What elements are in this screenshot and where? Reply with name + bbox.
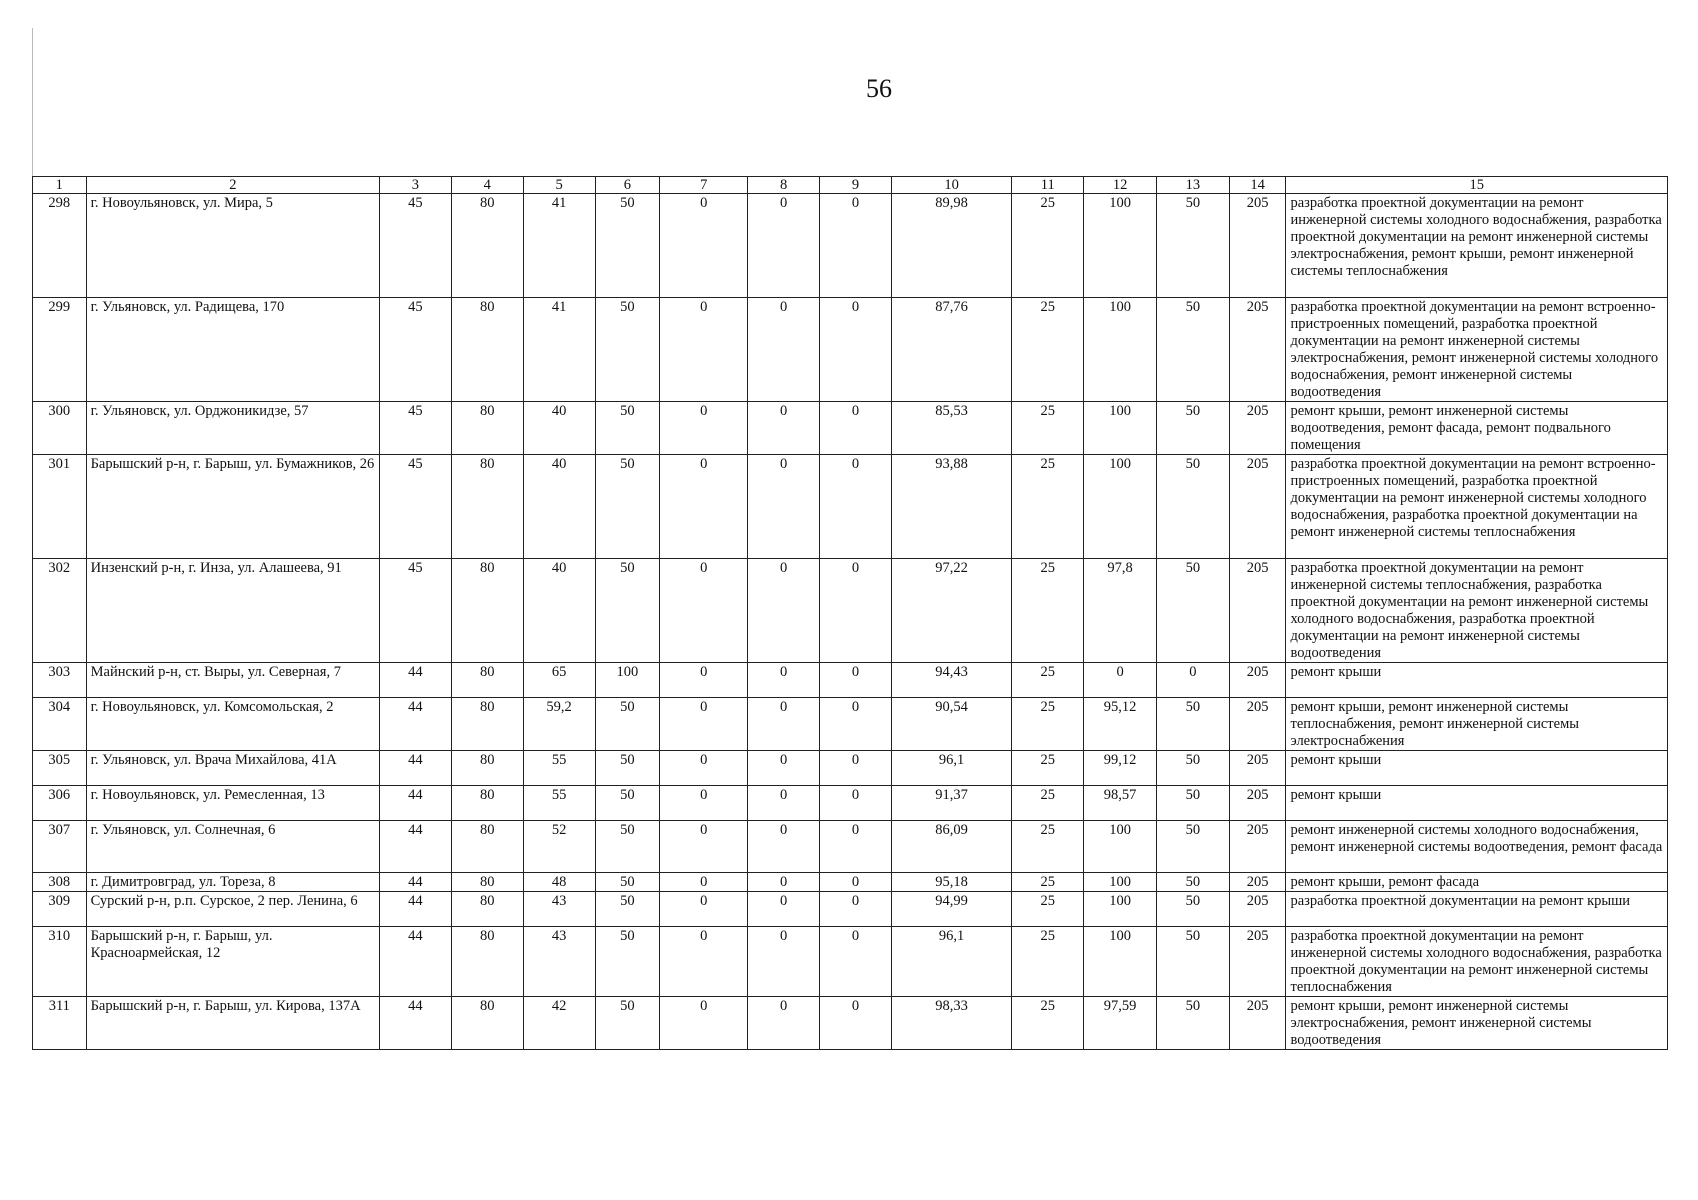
table-cell: 55 [523,786,595,821]
table-cell: 80 [451,821,523,873]
table-cell: 0 [660,194,748,298]
table-cell: 42 [523,997,595,1050]
column-header: 1 [33,177,87,194]
table-cell: 0 [748,402,820,455]
table-cell: 50 [1156,751,1229,786]
table-cell: 100 [1084,194,1157,298]
table-cell: 0 [820,873,892,892]
table-cell: 299 [33,298,87,402]
table-cell: 100 [1084,927,1157,997]
table-cell: 50 [1156,821,1229,873]
table-row [33,873,1668,892]
table-cell: 50 [1156,892,1229,927]
table-cell: 0 [748,298,820,402]
table-cell: 45 [380,402,452,455]
table-cell: 50 [1156,402,1229,455]
column-header: 15 [1286,177,1668,194]
table-cell: 44 [380,663,452,698]
table-cell: 45 [380,455,452,559]
table-cell: 44 [380,821,452,873]
page-number: 56 [866,74,892,103]
table-cell: 40 [523,559,595,663]
table-cell: 99,12 [1084,751,1157,786]
table-cell: 80 [451,194,523,298]
table-cell: 44 [380,873,452,892]
table-cell: 300 [33,402,87,455]
table-cell: 100 [1084,873,1157,892]
table-body [33,194,1668,1050]
table-cell: 205 [1229,997,1286,1050]
table-cell: 0 [820,892,892,927]
table-cell: 43 [523,927,595,997]
table-cell: 80 [451,698,523,751]
table-cell: ремонт крыши, ремонт фасада [1286,873,1668,892]
table-cell: г. Ульяновск, ул. Радищева, 170 [86,298,379,402]
table-cell: 50 [595,892,660,927]
table-cell: 0 [660,559,748,663]
table-cell: 40 [523,455,595,559]
table-cell: Барышский р-н, г. Барыш, ул. Красноармейская, 12 [86,927,379,997]
table-cell: 50 [1156,559,1229,663]
table-cell: 25 [1012,698,1084,751]
column-header: 12 [1084,177,1157,194]
table-cell: 50 [595,698,660,751]
table-cell: 50 [1156,927,1229,997]
table-cell: 50 [595,194,660,298]
table-cell: 100 [1084,821,1157,873]
table-cell: 100 [1084,455,1157,559]
table-cell: 0 [660,751,748,786]
table-cell: г. Димитровград, ул. Тореза, 8 [86,873,379,892]
table-cell: 100 [1084,892,1157,927]
table-cell: 50 [595,821,660,873]
table-cell: ремонт крыши, ремонт инженерной системы теплоснабжения, ремонт инженерной системы электроснабжения [1286,698,1668,751]
column-header: 8 [748,177,820,194]
table-cell: 44 [380,892,452,927]
table-cell: 50 [595,298,660,402]
table-cell: 0 [748,194,820,298]
table-cell: 25 [1012,559,1084,663]
table-cell: Барышский р-н, г. Барыш, ул. Кирова, 137А [86,997,379,1050]
table-cell: 50 [1156,698,1229,751]
table-cell: 0 [660,873,748,892]
table-row [33,298,1668,402]
table-row [33,402,1668,455]
table-cell: Барышский р-н, г. Барыш, ул. Бумажников, 26 [86,455,379,559]
table-cell: 50 [1156,298,1229,402]
table-cell: 80 [451,751,523,786]
table-cell: 0 [820,663,892,698]
table-cell: 80 [451,559,523,663]
table-cell: 80 [451,873,523,892]
table-cell: 80 [451,786,523,821]
table-cell: 98,57 [1084,786,1157,821]
table-cell: 96,1 [891,927,1011,997]
table-cell: 50 [1156,873,1229,892]
table-cell: 25 [1012,927,1084,997]
table-cell: 25 [1012,402,1084,455]
table-cell: г. Новоульяновск, ул. Комсомольская, 2 [86,698,379,751]
table-cell: 97,8 [1084,559,1157,663]
table-cell: 45 [380,559,452,663]
table-cell: 25 [1012,298,1084,402]
column-header: 6 [595,177,660,194]
table-cell: 50 [1156,455,1229,559]
table-cell: 59,2 [523,698,595,751]
table-cell: 0 [820,455,892,559]
table-cell: ремонт крыши [1286,786,1668,821]
table-cell: 97,22 [891,559,1011,663]
table-cell: 0 [660,821,748,873]
table-cell: 0 [820,698,892,751]
column-header: 5 [523,177,595,194]
table-cell: 205 [1229,194,1286,298]
table-cell: 0 [660,786,748,821]
column-header: 14 [1229,177,1286,194]
table-cell: 0 [748,873,820,892]
table-cell: 205 [1229,873,1286,892]
table-cell: 44 [380,751,452,786]
table-cell: 0 [660,455,748,559]
table-cell: 80 [451,927,523,997]
table-cell: 50 [1156,786,1229,821]
table-cell: 205 [1229,751,1286,786]
table-cell: 80 [451,892,523,927]
table-cell: 309 [33,892,87,927]
table-cell: разработка проектной документации на ремонт инженерной системы холодного водоснабжения, разработка проектной документации на ремонт инженерной системы электроснабжения, ремонт крыши, ремонт инженерной системы теплоснабжения [1286,194,1668,298]
table-cell: 0 [748,997,820,1050]
table-cell: 0 [660,997,748,1050]
table-cell: 205 [1229,559,1286,663]
table-cell: 85,53 [891,402,1011,455]
table-cell: 44 [380,927,452,997]
table-cell: 205 [1229,821,1286,873]
table-cell: 0 [820,997,892,1050]
table-cell: 205 [1229,698,1286,751]
table-cell: 307 [33,821,87,873]
table-cell: 0 [820,927,892,997]
table-cell: 0 [748,559,820,663]
table-cell: 0 [820,298,892,402]
table-cell: г. Новоульяновск, ул. Ремесленная, 13 [86,786,379,821]
table-cell: 44 [380,997,452,1050]
table-row [33,821,1668,873]
table-cell: 80 [451,402,523,455]
table-cell: 25 [1012,455,1084,559]
table-header [33,177,1668,194]
table-cell: 25 [1012,751,1084,786]
column-header: 3 [380,177,452,194]
table-cell: 311 [33,997,87,1050]
table-cell: 0 [660,927,748,997]
table-cell: ремонт крыши, ремонт инженерной системы электроснабжения, ремонт инженерной системы водоотведения [1286,997,1668,1050]
table-cell: разработка проектной документации на ремонт крыши [1286,892,1668,927]
table-cell: 0 [660,402,748,455]
table-cell: 205 [1229,927,1286,997]
table-cell: 50 [595,559,660,663]
table-cell: 91,37 [891,786,1011,821]
table-cell: г. Новоульяновск, ул. Мира, 5 [86,194,379,298]
table-cell: 86,09 [891,821,1011,873]
table-cell: 0 [660,892,748,927]
table-cell: 301 [33,455,87,559]
table-row [33,786,1668,821]
table-row [33,698,1668,751]
table-cell: разработка проектной документации на ремонт встроенно-пристроенных помещений, разработка проектной документации на ремонт инженерной системы электроснабжения, ремонт инженерной системы холодного водоснабжения, ремонт инженерной системы водоотведения [1286,298,1668,402]
table-cell: 310 [33,927,87,997]
table-cell: 50 [1156,997,1229,1050]
table-cell: 43 [523,892,595,927]
table-cell: 25 [1012,663,1084,698]
table-cell: 25 [1012,892,1084,927]
table-cell: 0 [820,194,892,298]
table-row [33,194,1668,298]
table-cell: 0 [748,663,820,698]
table-cell: 100 [1084,402,1157,455]
table-cell: 205 [1229,455,1286,559]
table-cell: разработка проектной документации на ремонт инженерной системы холодного водоснабжения, разработка проектной документации на ремонт инженерной системы теплоснабжения [1286,927,1668,997]
table-cell: 48 [523,873,595,892]
table-row [33,663,1668,698]
table-cell: 44 [380,786,452,821]
table-cell: г. Ульяновск, ул. Орджоникидзе, 57 [86,402,379,455]
table-cell: 50 [595,786,660,821]
table-cell: Сурский р-н, р.п. Сурское, 2 пер. Ленина, 6 [86,892,379,927]
table-cell: г. Ульяновск, ул. Солнечная, 6 [86,821,379,873]
table-cell: 98,33 [891,997,1011,1050]
table-cell: разработка проектной документации на ремонт инженерной системы теплоснабжения, разработка проектной документации на ремонт инженерной системы холодного водоснабжения, разработка проектной документации на ремонт инженерной системы водоотведения [1286,559,1668,663]
table-cell: 0 [748,821,820,873]
table-cell: 80 [451,298,523,402]
column-header: 7 [660,177,748,194]
table-cell: 89,98 [891,194,1011,298]
table-cell: 0 [748,455,820,559]
table-cell: 308 [33,873,87,892]
table-cell: 0 [660,298,748,402]
table-cell: ремонт инженерной системы холодного водоснабжения, ремонт инженерной системы водоотведения, ремонт фасада [1286,821,1668,873]
table-cell: 94,99 [891,892,1011,927]
table-cell: 80 [451,455,523,559]
column-header: 13 [1156,177,1229,194]
table-cell: 25 [1012,194,1084,298]
table-row [33,751,1668,786]
table-cell: 0 [820,821,892,873]
column-header: 11 [1012,177,1084,194]
table-cell: 50 [595,927,660,997]
table-cell: 44 [380,698,452,751]
table-row [33,455,1668,559]
table-cell: ремонт крыши [1286,663,1668,698]
table-cell: 80 [451,997,523,1050]
table-cell: 100 [1084,298,1157,402]
table-cell: 45 [380,194,452,298]
table-cell: г. Ульяновск, ул. Врача Михайлова, 41А [86,751,379,786]
table-cell: 306 [33,786,87,821]
table-cell: разработка проектной документации на ремонт встроенно-пристроенных помещений, разработка проектной документации на ремонт инженерной системы холодного водоснабжения, разработка проектной документации на ремонт инженерной системы теплоснабжения [1286,455,1668,559]
table-cell: 100 [595,663,660,698]
table-cell: 303 [33,663,87,698]
table-cell: 93,88 [891,455,1011,559]
table-row [33,997,1668,1050]
table-cell: 305 [33,751,87,786]
data-table [32,176,1668,1050]
column-header: 4 [451,177,523,194]
table-cell: Инзенский р-н, г. Инза, ул. Алашеева, 91 [86,559,379,663]
table-cell: 0 [748,698,820,751]
table-cell: 205 [1229,786,1286,821]
table-cell: ремонт крыши [1286,751,1668,786]
table-row [33,559,1668,663]
table-cell: 97,59 [1084,997,1157,1050]
table-cell: 65 [523,663,595,698]
table-cell: Майнский р-н, ст. Выры, ул. Северная, 7 [86,663,379,698]
table-cell: 0 [1156,663,1229,698]
table-cell: 96,1 [891,751,1011,786]
column-header: 10 [891,177,1011,194]
table-cell: 302 [33,559,87,663]
table-cell: 0 [748,892,820,927]
column-header: 2 [86,177,379,194]
table-row [33,927,1668,997]
table-cell: 298 [33,194,87,298]
table-cell: 25 [1012,997,1084,1050]
table-cell: 205 [1229,298,1286,402]
table-cell: 25 [1012,786,1084,821]
table-cell: 205 [1229,663,1286,698]
table-cell: 304 [33,698,87,751]
table-cell: 80 [451,663,523,698]
table-cell: 50 [595,402,660,455]
table-cell: 50 [595,751,660,786]
table-cell: 0 [820,559,892,663]
column-header: 9 [820,177,892,194]
table-cell: 50 [595,873,660,892]
table-cell: 45 [380,298,452,402]
table-cell: 205 [1229,892,1286,927]
table-cell: 90,54 [891,698,1011,751]
table-cell: 87,76 [891,298,1011,402]
table-cell: 50 [595,455,660,559]
table-cell: 0 [660,698,748,751]
header-row [33,177,1668,194]
table-cell: 41 [523,298,595,402]
table-cell: 0 [820,751,892,786]
table-cell: 50 [1156,194,1229,298]
table-cell: 95,18 [891,873,1011,892]
table-cell: 0 [820,786,892,821]
table-row [33,892,1668,927]
table-cell: 52 [523,821,595,873]
table-cell: ремонт крыши, ремонт инженерной системы водоотведения, ремонт фасада, ремонт подвального помещения [1286,402,1668,455]
table-cell: 25 [1012,873,1084,892]
table-cell: 50 [595,997,660,1050]
table-cell: 41 [523,194,595,298]
table-cell: 0 [820,402,892,455]
table-cell: 0 [1084,663,1157,698]
table-cell: 0 [748,927,820,997]
table-cell: 0 [748,786,820,821]
table-cell: 55 [523,751,595,786]
table-cell: 0 [748,751,820,786]
table-cell: 0 [660,663,748,698]
table-cell: 25 [1012,821,1084,873]
table-cell: 205 [1229,402,1286,455]
table-cell: 40 [523,402,595,455]
table-cell: 94,43 [891,663,1011,698]
table-cell: 95,12 [1084,698,1157,751]
